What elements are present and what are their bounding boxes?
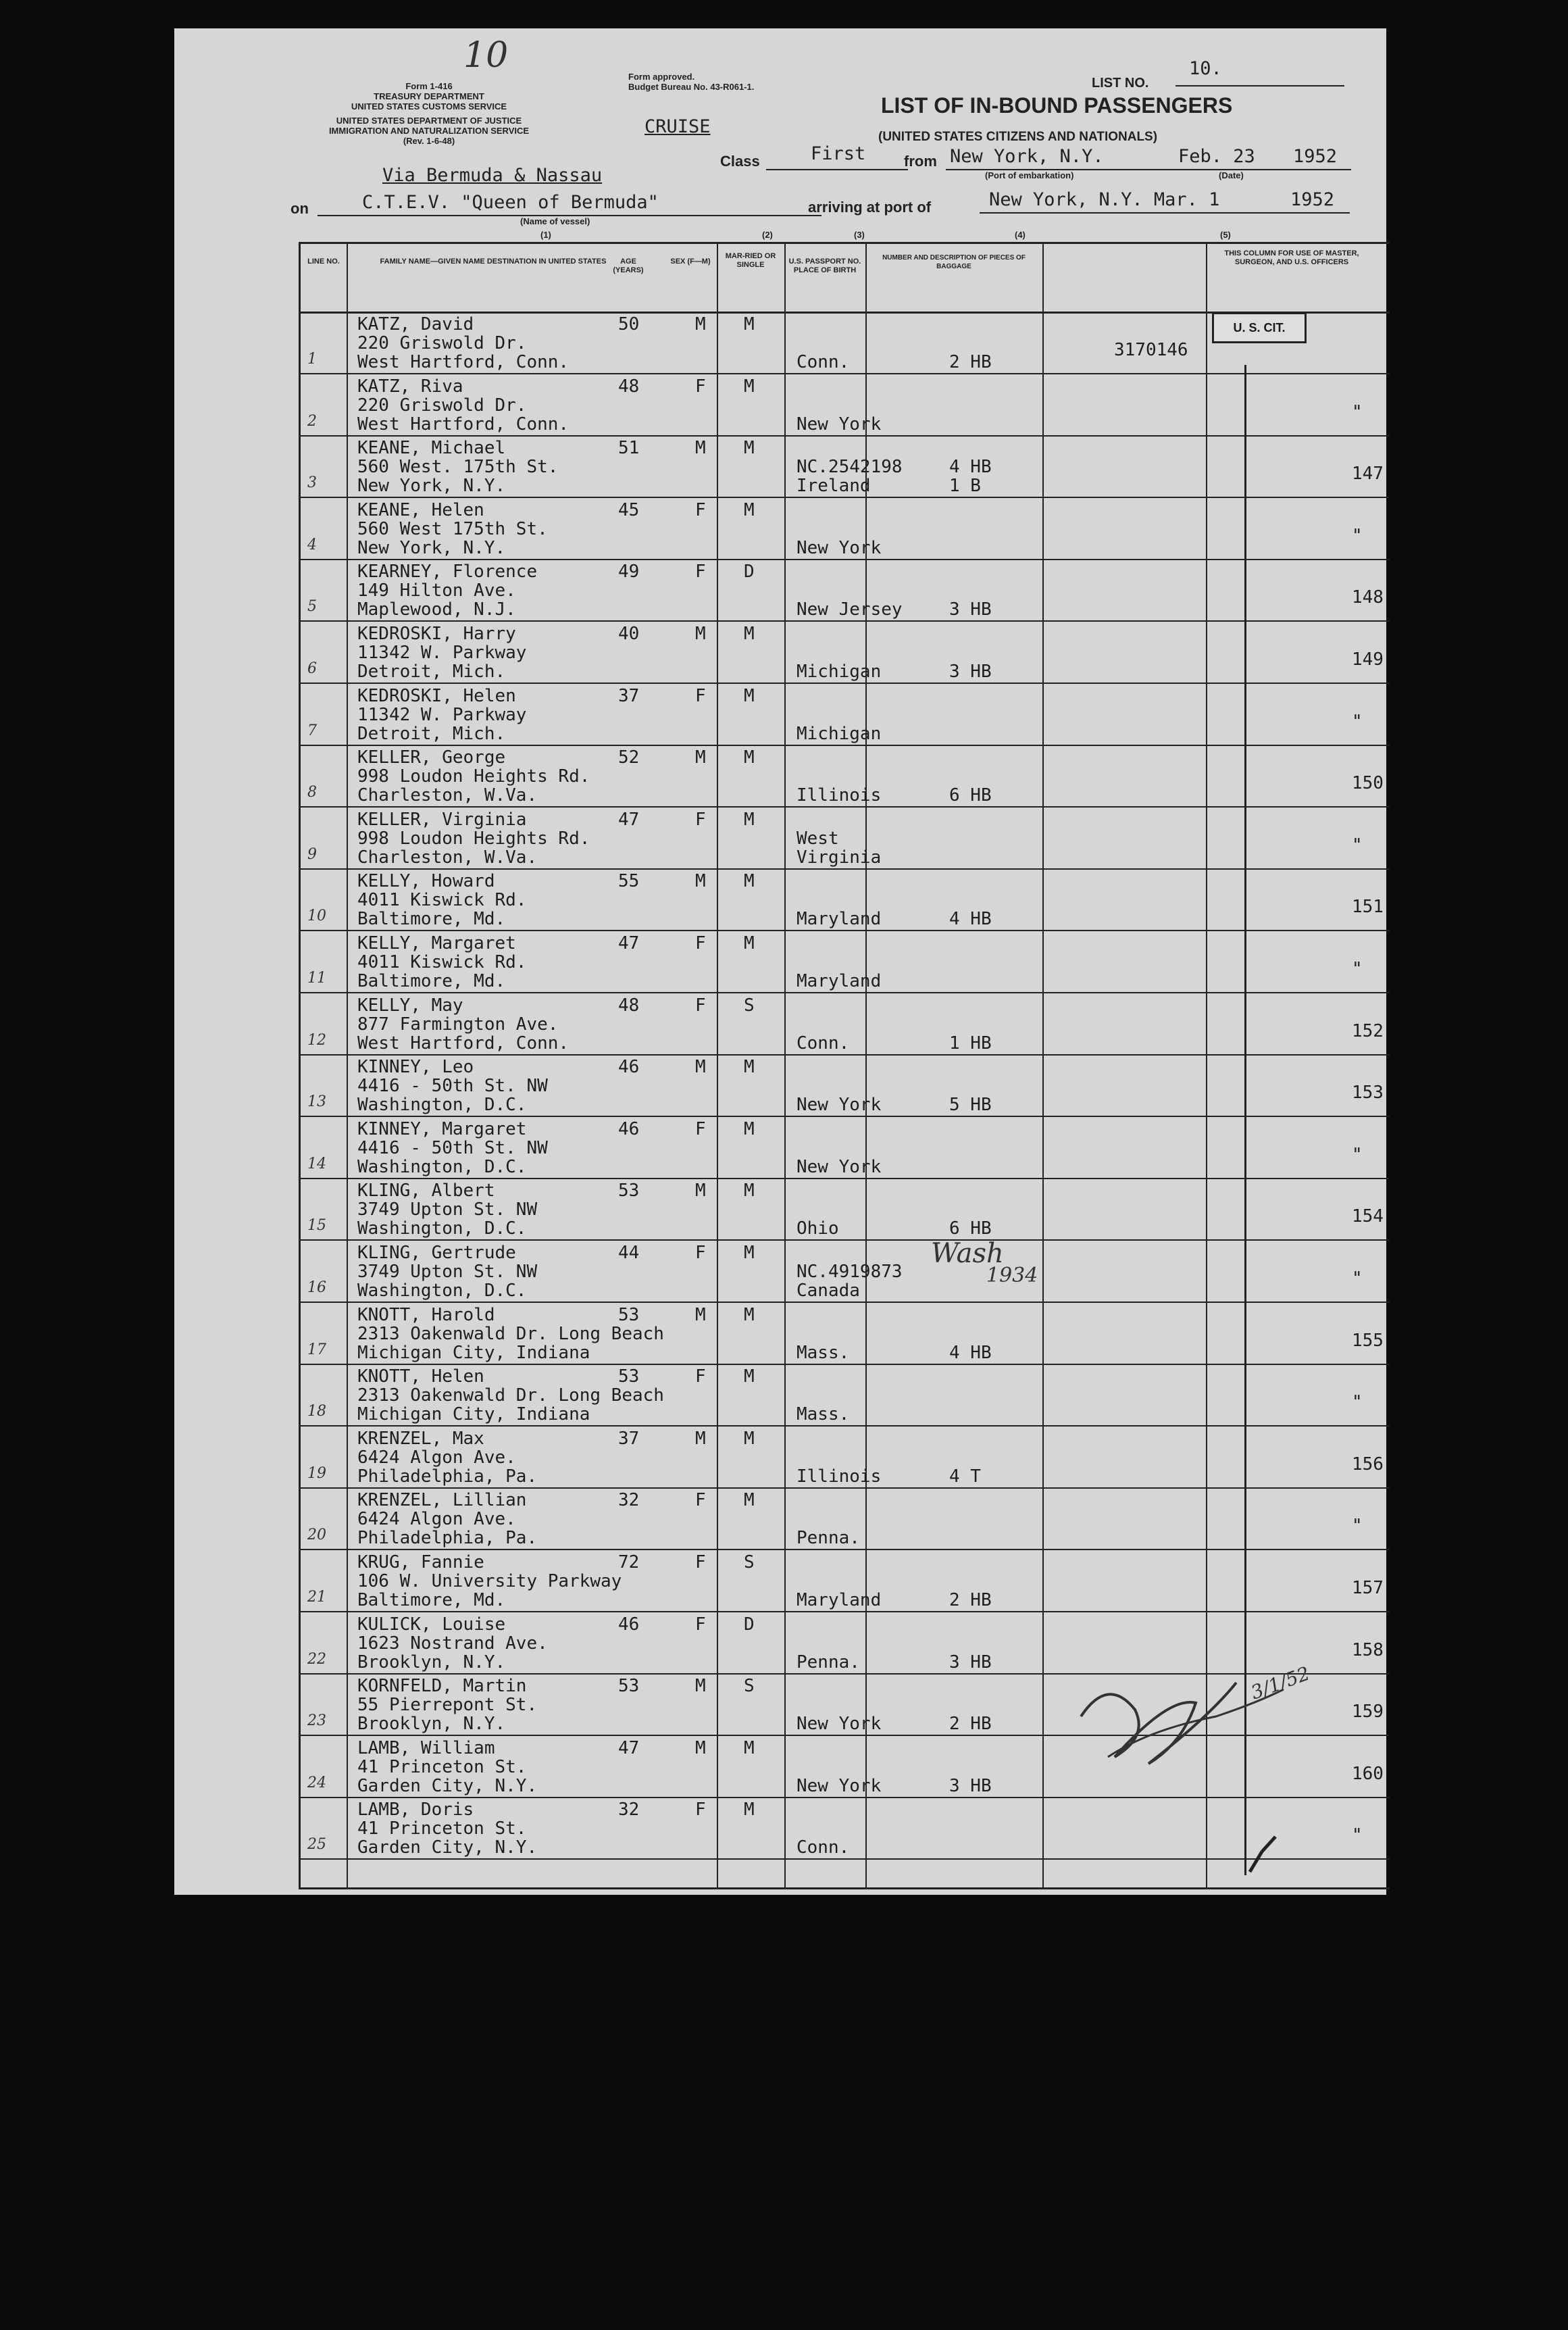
baggage-2: 5 HB — [949, 1095, 992, 1116]
officer-number: 158 — [1352, 1639, 1384, 1660]
sex: F — [695, 933, 706, 953]
sex: F — [695, 809, 706, 830]
address-city: Detroit, Mich. — [357, 662, 506, 682]
passenger-name: LAMB, Doris — [357, 1800, 474, 1820]
justice-dept: UNITED STATES DEPARTMENT OF JUSTICE — [336, 116, 522, 126]
officer-number: 148 — [1352, 587, 1384, 608]
treasury-dept: TREASURY DEPARTMENT — [374, 91, 484, 101]
col-num-1: (1) — [540, 230, 551, 240]
officer-number: 155 — [1352, 1330, 1384, 1351]
officer-number: " — [1352, 401, 1363, 422]
baggage-2: 1 HB — [949, 1033, 992, 1054]
officer-number: 152 — [1352, 1020, 1384, 1041]
place-of-birth: Michigan — [796, 662, 882, 682]
passenger-name: KELLER, Virginia — [357, 809, 527, 830]
passenger-name: KLING, Gertrude — [357, 1243, 516, 1263]
on-label: on — [290, 200, 309, 217]
date-annotation: 3/1/52 — [1248, 1662, 1313, 1704]
col-officers: THIS COLUMN FOR USE OF MASTER, SURGEON, AND U.S. OFFICERS — [1224, 249, 1359, 266]
sex: M — [695, 871, 706, 892]
baggage-2: 3 HB — [949, 1652, 992, 1672]
line-number: 11 — [307, 970, 326, 987]
age: 52 — [618, 747, 640, 768]
sex: M — [695, 747, 706, 768]
passenger-name: KRENZEL, Lillian — [357, 1490, 527, 1511]
passenger-name: KRUG, Fannie — [357, 1552, 484, 1572]
address-street: 6424 Algon Ave. — [357, 1447, 516, 1468]
address-city: Washington, D.C. — [357, 1156, 527, 1177]
col-passport: U.S. PASSPORT NO. PLACE OF BIRTH — [788, 257, 861, 274]
officer-number: 150 — [1352, 773, 1384, 794]
passport-no: West — [796, 828, 839, 849]
address-street: 4416 - 50th St. NW — [357, 1076, 548, 1097]
address-city: Washington, D.C. — [357, 1095, 527, 1116]
address-city: Michigan City, Indiana — [357, 1342, 590, 1363]
passenger-name: KELLY, Margaret — [357, 933, 516, 953]
age: 48 — [618, 376, 640, 397]
col-line-no: LINE NO. — [307, 257, 340, 266]
place-of-birth: New York — [796, 537, 882, 558]
address-street: 4416 - 50th St. NW — [357, 1137, 548, 1158]
address-street: 1623 Nostrand Ave. — [357, 1633, 548, 1654]
arriving-label: arriving at port of — [808, 199, 932, 216]
officer-number: 154 — [1352, 1206, 1384, 1227]
line-number: 22 — [307, 1650, 326, 1668]
marital-status: M — [744, 1490, 755, 1511]
line-number: 20 — [307, 1527, 326, 1544]
class-label: Class — [720, 153, 760, 170]
line-number: 24 — [307, 1774, 326, 1791]
age: 46 — [618, 1614, 640, 1635]
line-number: 23 — [307, 1712, 326, 1730]
line-number: 6 — [307, 660, 317, 677]
passenger-name: KRENZEL, Max — [357, 1428, 484, 1449]
port-caption: (Port of embarkation) — [985, 170, 1074, 180]
marital-status: M — [744, 624, 755, 644]
col-num-3: (3) — [854, 230, 865, 240]
place-of-birth: Conn. — [796, 352, 850, 372]
age: 37 — [618, 1428, 640, 1449]
sex: M — [695, 1737, 706, 1758]
marital-status: M — [744, 1428, 755, 1449]
address-street: 998 Loudon Heights Rd. — [357, 828, 590, 849]
handwritten-page-number: 10 — [463, 35, 509, 76]
age: 53 — [618, 1304, 640, 1325]
address-city: Brooklyn, N.Y. — [357, 1714, 506, 1735]
passenger-name: KORNFELD, Martin — [357, 1676, 527, 1697]
passenger-name: KLING, Albert — [357, 1181, 495, 1201]
marital-status: M — [744, 499, 755, 520]
address-city: Baltimore, Md. — [357, 909, 506, 930]
officer-number: " — [1352, 835, 1363, 856]
line-number: 7 — [307, 722, 317, 739]
customs-service: UNITED STATES CUSTOMS SERVICE — [351, 101, 507, 111]
officer-number: 160 — [1352, 1763, 1384, 1784]
age: 45 — [618, 499, 640, 520]
baggage-2: 3 HB — [949, 1775, 992, 1796]
passenger-name: KEANE, Helen — [357, 499, 484, 520]
line-number: 5 — [307, 598, 317, 616]
age: 53 — [618, 1366, 640, 1387]
embarkation-year: 1952 — [1293, 146, 1338, 167]
line-number: 19 — [307, 1464, 326, 1482]
place-of-birth: Penna. — [796, 1528, 860, 1549]
from-label: from — [904, 153, 937, 170]
officer-number: 153 — [1352, 1083, 1384, 1104]
passenger-name: KEARNEY, Florence — [357, 562, 538, 582]
col-baggage: NUMBER AND DESCRIPTION OF PIECES OF BAGGAGE — [882, 254, 1026, 270]
wash-annotation: Wash — [931, 1238, 1004, 1269]
place-of-birth: Penna. — [796, 1652, 860, 1672]
age: 46 — [618, 1057, 640, 1078]
age: 55 — [618, 871, 640, 892]
sex: M — [695, 1181, 706, 1201]
baggage-2: 3 HB — [949, 662, 992, 682]
address-street: 220 Griswold Dr. — [357, 395, 527, 416]
sex: F — [695, 1118, 706, 1139]
line-number: 25 — [307, 1836, 326, 1854]
address-street: 560 West. 175th St. — [357, 457, 559, 478]
line-number: 18 — [307, 1403, 326, 1420]
line-number: 17 — [307, 1341, 326, 1358]
place-of-birth: Ohio — [796, 1218, 839, 1239]
officer-number: " — [1352, 959, 1363, 979]
address-city: Washington, D.C. — [357, 1218, 527, 1239]
address-street: 560 West 175th St. — [357, 518, 548, 539]
officer-number: 149 — [1352, 649, 1384, 670]
sex: F — [695, 995, 706, 1016]
sex: M — [695, 1676, 706, 1697]
line-number: 14 — [307, 1155, 326, 1172]
marital-status: M — [744, 1118, 755, 1139]
address-city: Philadelphia, Pa. — [357, 1528, 538, 1549]
marital-status: M — [744, 1800, 755, 1820]
place-of-birth: Maryland — [796, 1590, 882, 1610]
address-street: 41 Princeton St. — [357, 1756, 527, 1777]
us-citizen-stamp: U. S. CIT. — [1212, 312, 1307, 343]
marital-status: M — [744, 1057, 755, 1078]
age: 32 — [618, 1800, 640, 1820]
marital-status: M — [744, 1737, 755, 1758]
marital-status: M — [744, 1243, 755, 1263]
marital-status: M — [744, 809, 755, 830]
address-street: 2313 Oakenwald Dr. Long Beach — [357, 1323, 664, 1344]
age: 47 — [618, 809, 640, 830]
address-street: 220 Griswold Dr. — [357, 333, 527, 353]
ins: IMMIGRATION AND NATURALIZATION SERVICE — [328, 126, 530, 136]
line-number: 3 — [307, 474, 317, 492]
age: 72 — [618, 1552, 640, 1572]
passenger-name: KINNEY, Margaret — [357, 1118, 527, 1139]
age: 44 — [618, 1243, 640, 1263]
vessel-caption: (Name of vessel) — [520, 216, 590, 226]
address-city: New York, N.Y. — [357, 537, 506, 558]
baggage-2: 6 HB — [949, 1218, 992, 1239]
address-street: 106 W. University Parkway — [357, 1571, 622, 1591]
form-approved: Form approved. — [628, 72, 695, 82]
col-num-4: (4) — [1015, 230, 1026, 240]
address-city: Charleston, W.Va. — [357, 847, 538, 868]
address-street: 877 Farmington Ave. — [357, 1014, 559, 1035]
passenger-name: KULICK, Louise — [357, 1614, 506, 1635]
age: 48 — [618, 995, 640, 1016]
marital-status: M — [744, 1304, 755, 1325]
col-sex: SEX (F—M) — [670, 257, 711, 266]
place-of-birth: Conn. — [796, 1837, 850, 1858]
line-number: 9 — [307, 845, 317, 863]
place-of-birth: Conn. — [796, 1033, 850, 1054]
officer-number: " — [1352, 711, 1363, 732]
address-street: 6424 Algon Ave. — [357, 1509, 516, 1530]
sex: F — [695, 685, 706, 706]
address-city: Charleston, W.Va. — [357, 785, 538, 806]
place-of-birth: Canada — [796, 1281, 860, 1301]
age: 32 — [618, 1490, 640, 1511]
address-street: 3749 Upton St. NW — [357, 1262, 538, 1282]
address-city: Maplewood, N.J. — [357, 599, 516, 620]
place-of-birth: Virginia — [796, 847, 882, 868]
age: 40 — [618, 624, 640, 644]
baggage-2: 3 HB — [949, 599, 992, 620]
age: 49 — [618, 562, 640, 582]
address-street: 998 Loudon Heights Rd. — [357, 766, 590, 787]
passenger-name: KATZ, David — [357, 314, 474, 334]
address-street: 4011 Kiswick Rd. — [357, 890, 527, 911]
sex: F — [695, 1614, 706, 1635]
line-number: 1 — [307, 351, 317, 368]
baggage-2: 2 HB — [949, 1714, 992, 1735]
address-street: 41 Princeton St. — [357, 1818, 527, 1839]
list-no-value: 10. — [1189, 58, 1222, 79]
marital-status: S — [744, 995, 755, 1016]
place-of-birth: New York — [796, 1156, 882, 1177]
line-number: 16 — [307, 1279, 326, 1296]
officer-number: 3170146 — [1114, 340, 1188, 360]
passport-no: NC.4919873 — [796, 1262, 903, 1282]
baggage-1: 4 HB — [949, 457, 992, 478]
age: 51 — [618, 438, 640, 459]
route: Via Bermuda & Nassau — [382, 165, 603, 186]
passenger-name: KELLY, Howard — [357, 871, 495, 892]
address-street: 11342 W. Parkway — [357, 704, 527, 725]
sex: F — [695, 1552, 706, 1572]
sex: M — [695, 624, 706, 644]
list-no-label: LIST NO. — [1092, 76, 1149, 91]
place-of-birth: Maryland — [796, 909, 882, 930]
class-value: First — [811, 143, 866, 164]
marital-status: M — [744, 438, 755, 459]
place-of-birth: Mass. — [796, 1342, 850, 1363]
arrival-port-date: New York, N.Y. Mar. 1 — [989, 189, 1220, 210]
cruise-label: CRUISE — [644, 116, 711, 137]
address-city: Garden City, N.Y. — [357, 1775, 538, 1796]
marital-status: M — [744, 685, 755, 706]
address-city: West Hartford, Conn. — [357, 414, 570, 435]
officer-number: 147 — [1352, 464, 1384, 485]
place-of-birth: Illinois — [796, 785, 882, 806]
col-age: AGE (YEARS) — [613, 257, 644, 274]
sex: F — [695, 1490, 706, 1511]
officer-number: 156 — [1352, 1454, 1384, 1474]
address-city: Garden City, N.Y. — [357, 1837, 538, 1858]
embarkation-port: New York, N.Y. — [950, 146, 1104, 167]
officer-number: " — [1352, 1268, 1363, 1289]
baggage-2: 4 T — [949, 1466, 981, 1487]
age: 50 — [618, 314, 640, 334]
marital-status: D — [744, 1614, 755, 1635]
line-number: 8 — [307, 784, 317, 801]
place-of-birth: Ireland — [796, 476, 871, 497]
age: 53 — [618, 1181, 640, 1201]
end-check-mark — [1250, 1837, 1275, 1872]
address-city: Baltimore, Md. — [357, 971, 506, 991]
passenger-name: KEDROSKI, Helen — [357, 685, 516, 706]
place-of-birth: New York — [796, 1775, 882, 1796]
address-city: Michigan City, Indiana — [357, 1404, 590, 1425]
address-city: West Hartford, Conn. — [357, 352, 570, 372]
age: 37 — [618, 685, 640, 706]
place-of-birth: New York — [796, 1714, 882, 1735]
line-number: 13 — [307, 1093, 326, 1111]
place-of-birth: New York — [796, 414, 882, 435]
sex: F — [695, 376, 706, 397]
marital-status: M — [744, 376, 755, 397]
passenger-name: KATZ, Riva — [357, 376, 463, 397]
address-city: Brooklyn, N.Y. — [357, 1652, 506, 1672]
sex: F — [695, 499, 706, 520]
passenger-name: KELLY, May — [357, 995, 463, 1016]
document-title: LIST OF IN-BOUND PASSENGERS — [881, 93, 1233, 118]
address-street: 149 Hilton Ave. — [357, 580, 516, 601]
embarkation-date: Feb. 23 — [1178, 146, 1255, 167]
form-number: Form 1-416 — [405, 81, 453, 91]
address-street: 4011 Kiswick Rd. — [357, 952, 527, 972]
address-city: New York, N.Y. — [357, 476, 506, 497]
line-number: 12 — [307, 1031, 326, 1049]
marital-status: D — [744, 562, 755, 582]
baggage-2: 6 HB — [949, 785, 992, 806]
sex: F — [695, 1366, 706, 1387]
revision: (Rev. 1-6-48) — [403, 136, 455, 146]
age: 46 — [618, 1118, 640, 1139]
col-married: MAR-RIED OR SINGLE — [725, 252, 776, 269]
passenger-name: KINNEY, Leo — [357, 1057, 474, 1078]
line-number: 21 — [307, 1589, 326, 1606]
place-of-birth: New York — [796, 1095, 882, 1116]
marital-status: M — [744, 747, 755, 768]
marital-status: M — [744, 1366, 755, 1387]
sex: F — [695, 1800, 706, 1820]
baggage-2: 4 HB — [949, 1342, 992, 1363]
line-number: 4 — [307, 536, 317, 553]
officer-number: 157 — [1352, 1578, 1384, 1598]
age: 47 — [618, 1737, 640, 1758]
budget-bureau: Budget Bureau No. 43-R061-1. — [628, 82, 755, 92]
place-of-birth: Maryland — [796, 971, 882, 991]
marital-status: M — [744, 314, 755, 334]
signature-scribble — [1081, 1683, 1236, 1764]
address-city: Detroit, Mich. — [357, 723, 506, 744]
officer-number: 151 — [1352, 897, 1384, 918]
address-street: 11342 W. Parkway — [357, 643, 527, 663]
wash-year-annotation: 1934 — [986, 1264, 1038, 1287]
sex: F — [695, 562, 706, 582]
place-of-birth: New Jersey — [796, 599, 903, 620]
sex: M — [695, 1428, 706, 1449]
place-of-birth: Illinois — [796, 1466, 882, 1487]
col-num-5: (5) — [1220, 230, 1231, 240]
marital-status: S — [744, 1676, 755, 1697]
address-city: Washington, D.C. — [357, 1281, 527, 1301]
sex: M — [695, 314, 706, 334]
address-street: 2313 Oakenwald Dr. Long Beach — [357, 1385, 664, 1406]
passport-no: NC.2542198 — [796, 457, 903, 478]
officer-number: " — [1352, 1392, 1363, 1413]
place-of-birth: Michigan — [796, 723, 882, 744]
passenger-name: KEDROSKI, Harry — [357, 624, 516, 644]
address-city: Baltimore, Md. — [357, 1590, 506, 1610]
officer-number: " — [1352, 1516, 1363, 1537]
place-of-birth: Mass. — [796, 1404, 850, 1425]
sex: M — [695, 1057, 706, 1078]
sex: F — [695, 1243, 706, 1263]
address-street: 55 Pierrepont St. — [357, 1695, 538, 1716]
line-number: 2 — [307, 412, 317, 430]
passenger-name: LAMB, William — [357, 1737, 495, 1758]
passenger-name: KELLER, George — [357, 747, 506, 768]
marital-status: M — [744, 1181, 755, 1201]
address-city: Philadelphia, Pa. — [357, 1466, 538, 1487]
passenger-name: KNOTT, Helen — [357, 1366, 484, 1387]
line-number: 15 — [307, 1217, 326, 1235]
officer-number: " — [1352, 525, 1363, 546]
line-number: 10 — [307, 908, 326, 925]
sex: M — [695, 438, 706, 459]
age: 53 — [618, 1676, 640, 1697]
marital-status: S — [744, 1552, 755, 1572]
address-city: West Hartford, Conn. — [357, 1033, 570, 1054]
vessel-name: C.T.E.V. "Queen of Bermuda" — [362, 192, 659, 213]
passenger-name: KEANE, Michael — [357, 438, 506, 459]
date-caption: (Date) — [1219, 170, 1244, 180]
baggage-2: 4 HB — [949, 909, 992, 930]
passenger-name: KNOTT, Harold — [357, 1304, 495, 1325]
age: 47 — [618, 933, 640, 953]
col-name: FAMILY NAME—GIVEN NAME DESTINATION IN UNITED STATES — [380, 257, 607, 266]
address-street: 3749 Upton St. NW — [357, 1199, 538, 1220]
officer-number: 159 — [1352, 1702, 1384, 1722]
col-num-2: (2) — [762, 230, 773, 240]
baggage-2: 1 B — [949, 476, 981, 497]
officer-number: " — [1352, 1825, 1363, 1846]
sex: M — [695, 1304, 706, 1325]
document-subtitle: (UNITED STATES CITIZENS AND NATIONALS) — [878, 130, 1158, 144]
marital-status: M — [744, 871, 755, 892]
baggage-2: 2 HB — [949, 1590, 992, 1610]
arrival-year: 1952 — [1290, 189, 1335, 210]
marital-status: M — [744, 933, 755, 953]
baggage-2: 2 HB — [949, 352, 992, 372]
officer-number: " — [1352, 1144, 1363, 1165]
